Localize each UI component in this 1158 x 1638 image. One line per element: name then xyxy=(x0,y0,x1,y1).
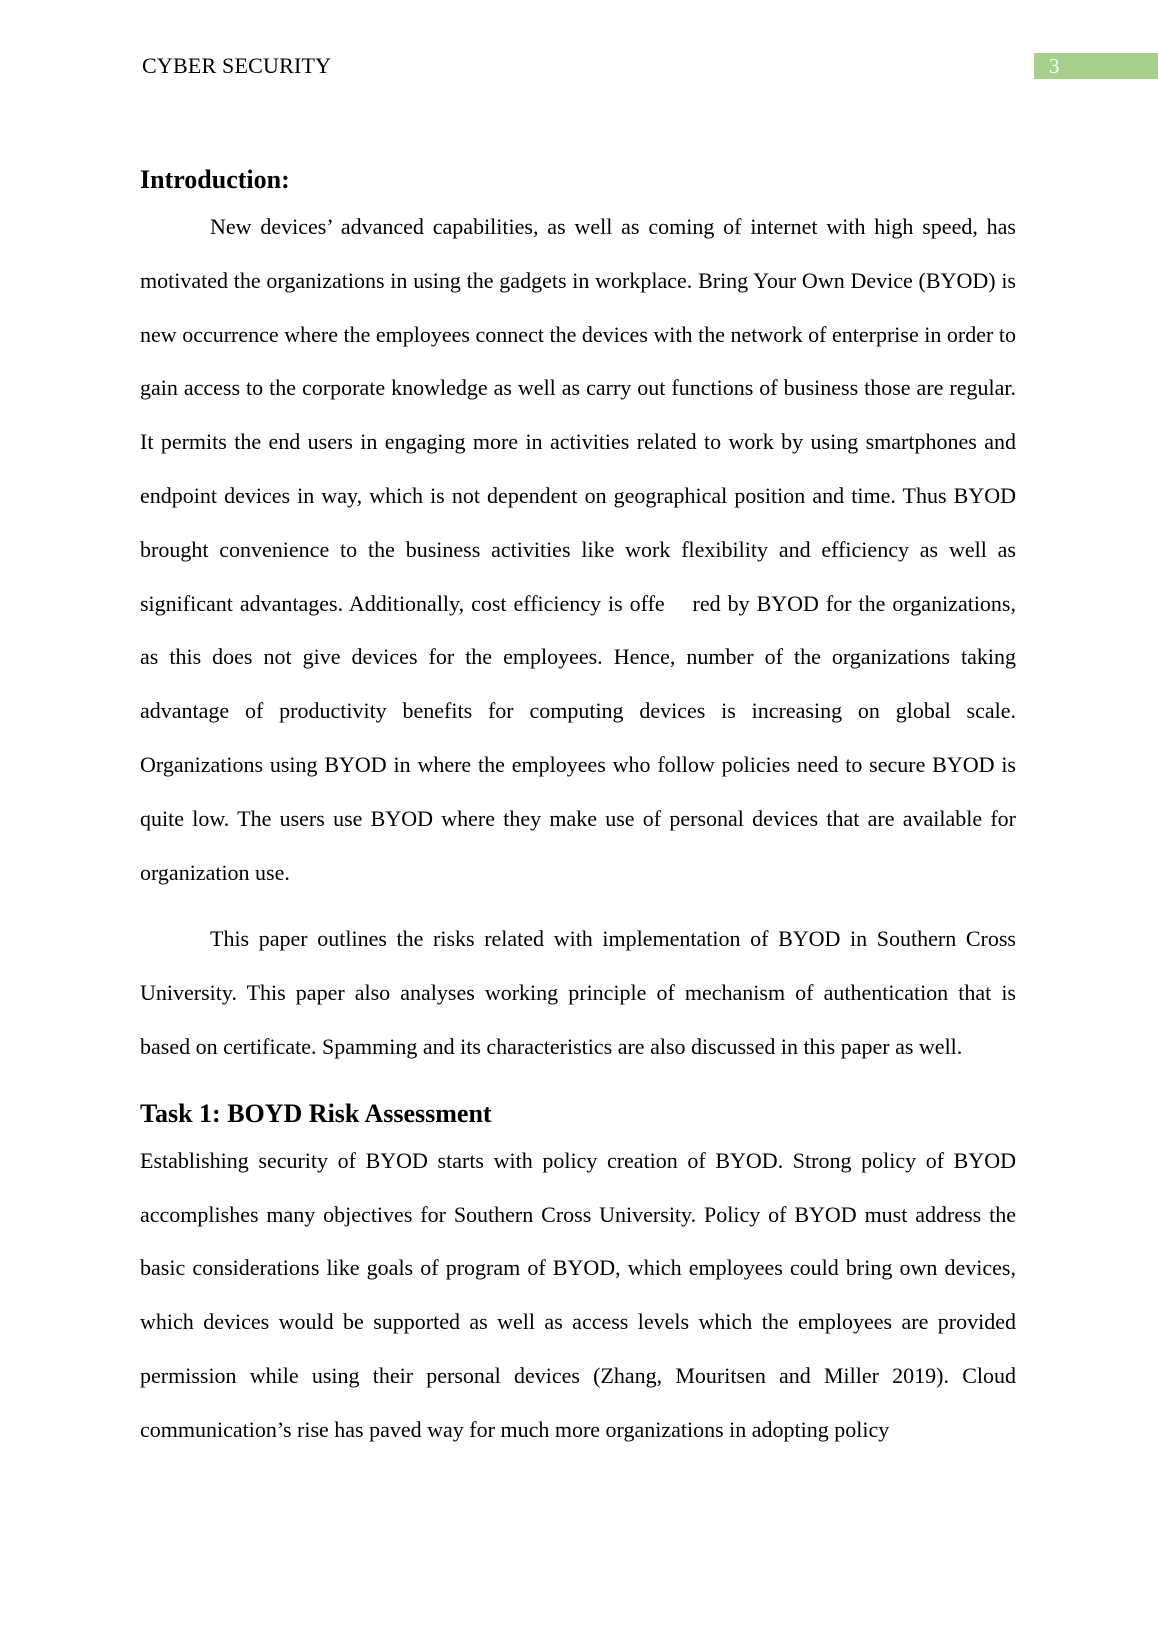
page-number-badge: 3 xyxy=(1034,53,1158,79)
introduction-paragraph-2: This paper outlines the risks related with implementation of BYOD in Southern Cross University. This paper also analyses working principle of mechanism of authentication that is based on certificate. Spamming and its characteristics are also discussed in this paper as well. xyxy=(140,926,1016,1059)
task1-paragraph-1: Establishing security of BYOD starts with policy creation of BYOD. Strong policy of BYOD accomplishes many objectives for Southern Cross University. Policy of BYOD must address the basic considerations like goals of program of BYOD, which employees could bring own devices, which devices would be supported as well as access levels which the employees are provided permission while using their personal devices (Zhang, Mouritsen and Miller 2019). Cloud communication’s rise has paved way for much more organizations in adopting policy xyxy=(140,1147,1016,1442)
running-head-title: CYBER SECURITY xyxy=(142,53,332,78)
task1-heading: Task 1: BOYD Risk Assessment xyxy=(140,1098,492,1128)
document-body xyxy=(140,160,1016,1457)
introduction-paragraph-1: New devices’ advanced capabilities, as well as coming of internet with high speed, has motivated the organizations in using the gadgets in workplace. Bring Your Own Device (BYOD) is new occurrence where the employees connect the devices with the network of enterprise in order to gain access to the corporate knowledge as well as carry out functions of business those are regular. It permits the end users in engaging more in activities related to work by using smartphones and endpoint devices in way, which is not dependent on geographical position and time. Thus BYOD brought convenience to the business activities like work flexibility and efficiency as well as significant advantages. Additionally, cost efficiency is offe red by BYOD for the organizations, as this does not give devices for the employees. Hence, number of the organizations taking advantage of productivity benefits for computing devices is increasing on global scale. Organizations using BYOD in where the employees who follow policies need to secure BYOD is quite low. The users use BYOD where they make use of personal devices that are available for organization use. xyxy=(140,214,1016,885)
introduction-heading: Introduction: xyxy=(140,165,290,194)
